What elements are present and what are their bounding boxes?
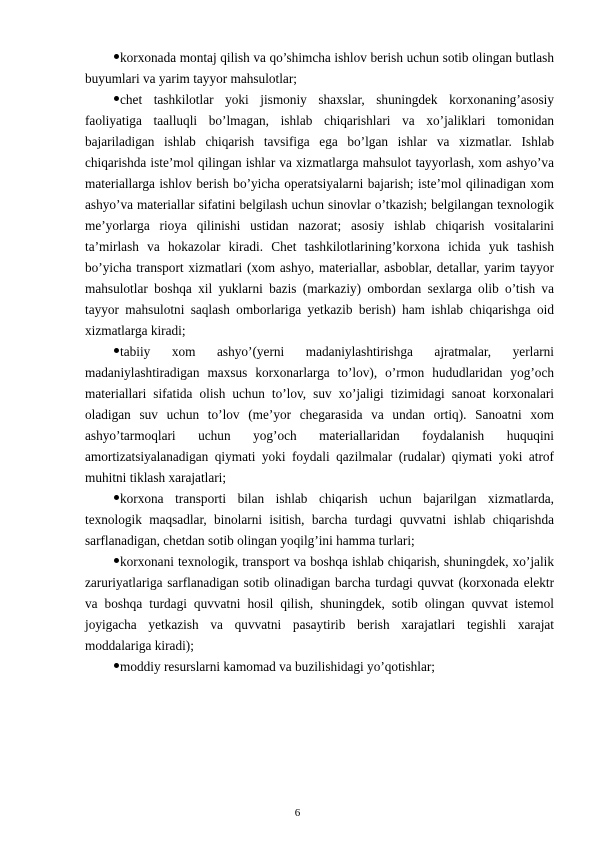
- list-item-text: korxonani texnologik, transport va boshqa ishlab chiqarish, shuningdek, xo’jalik zaruriyatlariga sarflanadigan sotib olinadigan barcha turdagi quvvat (korxonada elektr va boshqa turdagi quvvatni hosil qilish, shuningdek, sotib olingan quvvat istemol joyigacha yetkazish va quvvatni pasaytirib berish xarajatlari tegishli xarajat moddalariga kiradi);: [85, 554, 554, 653]
- list-item-text: moddiy resurslarni kamomad va buzilishidagi yo’qotishlar;: [120, 659, 436, 674]
- body-text: [85, 47, 554, 677]
- bullet-dot-icon: [114, 348, 119, 353]
- list-item: [85, 89, 554, 341]
- list-item: [85, 47, 554, 89]
- list-item: [85, 656, 554, 677]
- bullet-dot-icon: [114, 558, 119, 563]
- bullet-dot-icon: [114, 663, 119, 668]
- page-number: 6: [294, 807, 301, 819]
- list-item: [85, 341, 554, 488]
- bullet-dot-icon: [114, 54, 119, 59]
- list-item-text: tabiiy xom ashyo’(yerni madaniylashtirishga ajratmalar, yerlarni madaniylashtiradigan maxsus korxonarlarga to’lov), o’rmon hududlaridan yog’och materiallari sifatida olish uchun to’lov, suv xo’jaligi tizimidagi sanoat korxonalari oladigan suv uchun to’lov (me’yor chegarasida va undan ortiq). Sanoatni xom ashyo’tarmoqlari uchun yog’och materiallaridan foydalanish huquqini amortizatsiyalanadigan qiymati yoki foydali qazilmalar (rudalar) qiymati yoki atrof muhitni tiklash xarajatlari;: [85, 344, 554, 485]
- list-item-text: chet tashkilotlar yoki jismoniy shaxslar, shuningdek korxonaning’asosiy faoliyatiga taalluqli bo’lmagan, ishlab chiqarishlari va xo’jaliklari tomonidan bajariladigan ishlab chiqarish tavsifiga ega bo’lgan ishlar va xizmatlar. Ishlab chiqarishda iste’mol qilingan ishlar va xizmatlarga mahsulot tayyorlash, xom ashyo’va materiallarga ishlov berish bo’yicha operatsiyalarni bajarish; iste’mol qilinadigan xom ashyo’va materiallar sifatini belgilash uchun sinovlar o’tkazish; belgilangan texnologik me’yorlarga rioya qilinishi ustidan nazorat; asosiy ishlab chiqarish vositalarini ta’mirlash va hokazolar kiradi. Chet tashkilotlarining’korxona ichida yuk tashish bo’yicha transport xizmatlari (xom ashyo, materiallar, asboblar, detallar, yarim tayyor mahsulotlar boshqa xil yuklarni bazis (markaziy) ombordan sexlarga olib o’tish va tayyor mahsulotni saqlash omborlariga yetkazib berish) ham ishlab chiqarishga oid xizmatlarga kiradi;: [85, 92, 554, 338]
- bullet-dot-icon: [114, 495, 119, 500]
- list-item: [85, 488, 554, 551]
- bullet-dot-icon: [114, 96, 119, 101]
- list-item-text: korxonada montaj qilish va qo’shimcha ishlov berish uchun sotib olingan butlash buyumlari va yarim tayyor mahsulotlar;: [85, 50, 554, 86]
- list-item-text: korxona transporti bilan ishlab chiqarish uchun bajarilgan xizmatlarda, texnologik maqsadlar, binolarni isitish, barcha turdagi quvvatni ishlab chiqarishda sarflanadigan, chetdan sotib olingan yoqilg’ini hamma turlari;: [85, 491, 554, 548]
- list-item: [85, 551, 554, 656]
